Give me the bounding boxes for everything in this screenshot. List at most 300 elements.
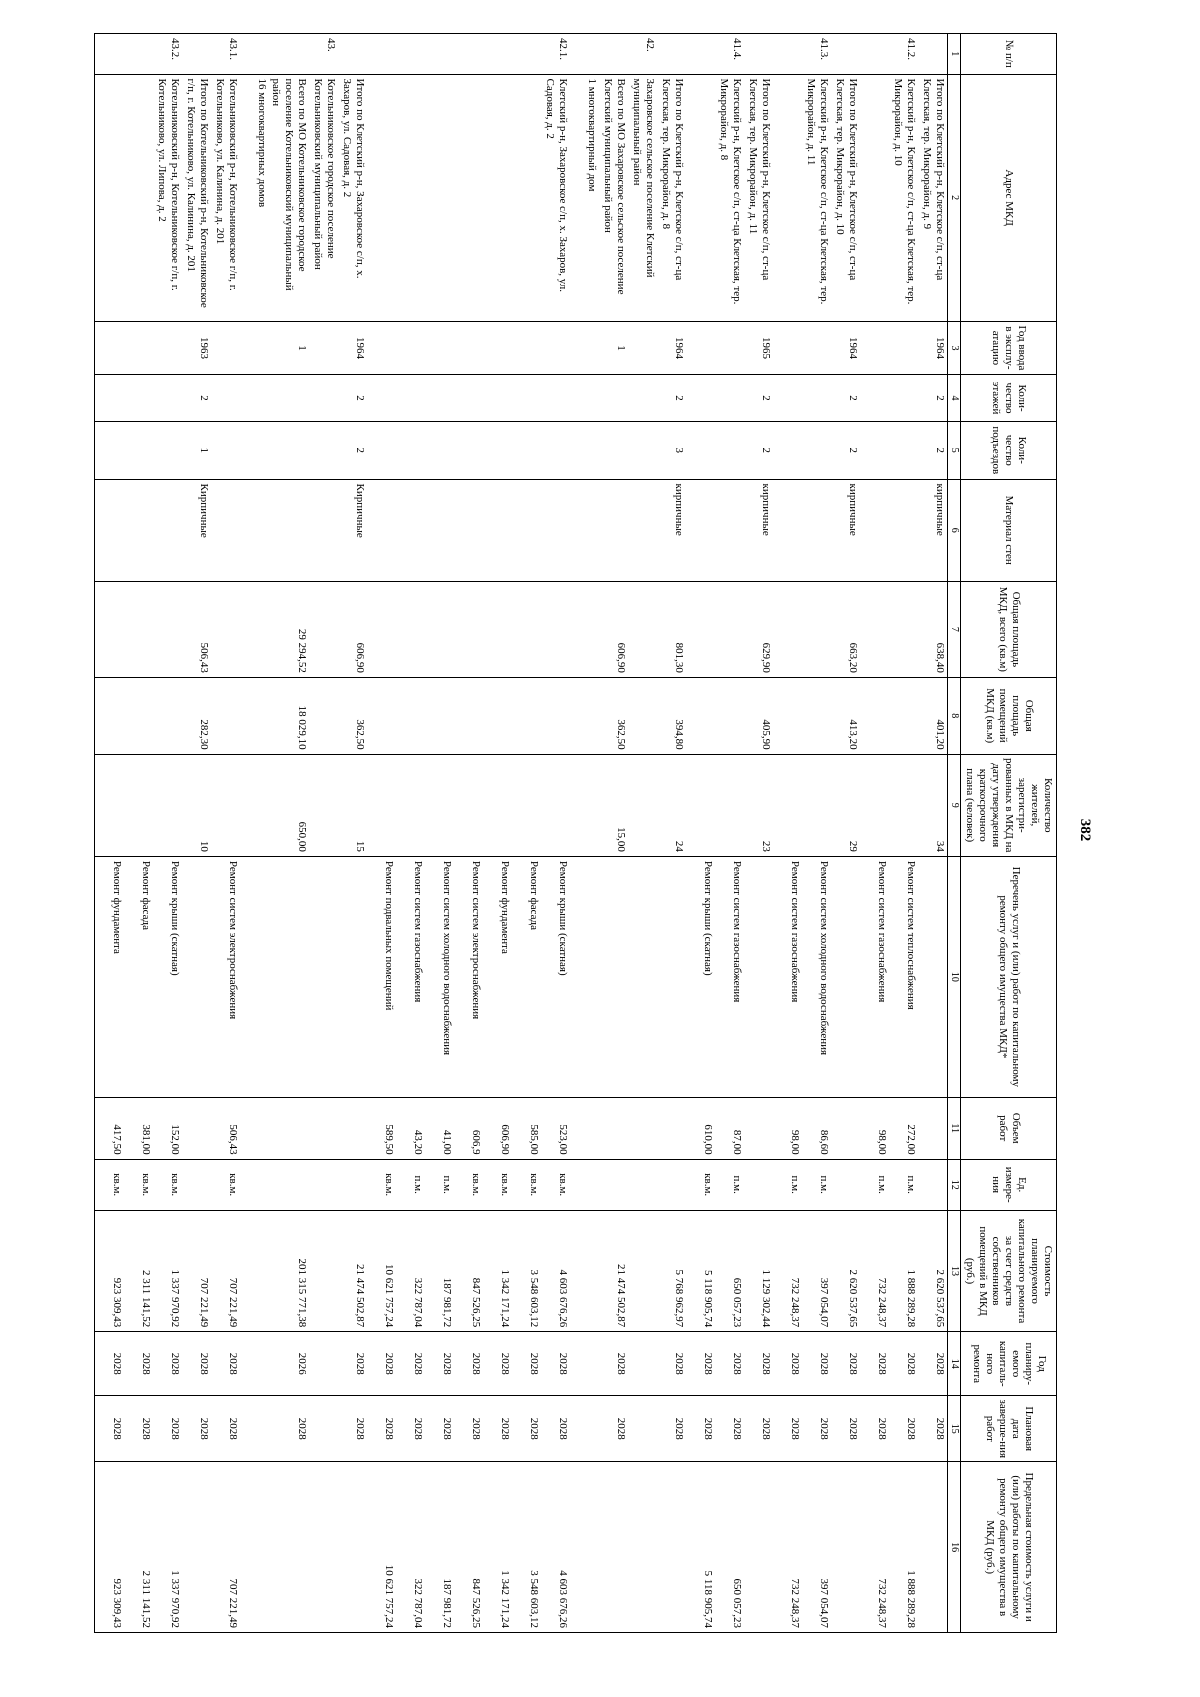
- table-cell: 201 315 771,38: [269, 1210, 310, 1332]
- table-cell: [309, 1210, 338, 1332]
- table-cell: 2: [918, 421, 948, 479]
- table-cell: 732 248,37: [773, 1210, 802, 1332]
- table-cell: 606,90: [483, 1097, 512, 1159]
- table-cell: 638,40: [918, 581, 948, 677]
- table-cell: [153, 321, 182, 374]
- table-cell: Ремонт систем газоснабжения: [715, 856, 744, 1097]
- table-cell: [240, 754, 269, 856]
- table-cell: [269, 34, 310, 75]
- table-cell: 1 337 970,92: [153, 1462, 182, 1633]
- table-cell: 2: [744, 421, 773, 479]
- table-cell: [628, 1159, 657, 1210]
- table-cell: 847 526,25: [454, 1462, 483, 1633]
- table-row: [94, 34, 124, 1633]
- table-cell: 381,00: [124, 1097, 153, 1159]
- table-cell: 3 548 603,12: [512, 1210, 541, 1332]
- table-cell: 2028: [802, 1332, 831, 1396]
- table-cell: [686, 581, 715, 677]
- column-number: 15: [948, 1396, 961, 1462]
- table-cell: 2028: [889, 1332, 918, 1396]
- table-cell: 2: [918, 375, 948, 422]
- table-cell: [570, 34, 599, 75]
- table-cell: 2028: [686, 1396, 715, 1462]
- table-cell: [454, 34, 483, 75]
- table-cell: [657, 1462, 686, 1633]
- table-cell: [860, 321, 889, 374]
- table-cell: 1964: [918, 321, 948, 374]
- table-cell: п.м.: [860, 1159, 889, 1210]
- column-header: Общая площадь МКД, всего (кв.м): [961, 581, 1057, 677]
- table-cell: [483, 421, 512, 479]
- table-cell: [425, 321, 454, 374]
- table-cell: 2028: [773, 1396, 802, 1462]
- table-cell: Ремонт фундамента: [483, 856, 512, 1097]
- table-cell: [570, 1332, 599, 1396]
- table-cell: [773, 375, 802, 422]
- table-cell: 41.2.: [889, 34, 918, 75]
- table-cell: [182, 856, 211, 1097]
- table-cell: 2 620 537,65: [918, 1210, 948, 1332]
- table-cell: [269, 856, 310, 1097]
- table-cell: 16 многоквартирных домов: [240, 74, 269, 321]
- table-cell: [338, 1159, 367, 1210]
- column-header: Год ввода в эксплу-атацию: [961, 321, 1057, 374]
- table-cell: [773, 321, 802, 374]
- table-cell: 4 603 676,26: [541, 1462, 570, 1633]
- table-cell: [570, 754, 599, 856]
- table-cell: 847 526,25: [454, 1210, 483, 1332]
- table-cell: 1 129 302,44: [744, 1210, 773, 1332]
- table-cell: [94, 321, 124, 374]
- column-header: Адрес МКД: [961, 74, 1057, 321]
- table-cell: [831, 34, 860, 75]
- table-row: [802, 34, 831, 1633]
- table-cell: 3: [657, 421, 686, 479]
- table-cell: 42.: [628, 34, 657, 75]
- table-row: [512, 34, 541, 1633]
- table-cell: [338, 856, 367, 1097]
- table-cell: 2028: [802, 1396, 831, 1462]
- table-cell: 2: [831, 375, 860, 422]
- table-cell: 1964: [831, 321, 860, 374]
- table-cell: [570, 1462, 599, 1633]
- table-cell: 1 многоквартирный дом: [570, 74, 599, 321]
- table-cell: [454, 375, 483, 422]
- table-cell: 606,90: [599, 581, 628, 677]
- table-cell: Итого по Клетский р-н, Клетское с/п, ст-ца Клетская, тер. Микрорайон, д. 8: [657, 74, 686, 321]
- column-header: Плановая дата заверше-ния работ: [961, 1396, 1057, 1462]
- table-cell: [541, 581, 570, 677]
- table-cell: [918, 1097, 948, 1159]
- table-cell: кирпичные: [657, 479, 686, 581]
- table-cell: [94, 375, 124, 422]
- table-cell: 1 342 171,24: [483, 1462, 512, 1633]
- table-cell: [367, 421, 396, 479]
- table-cell: [124, 754, 153, 856]
- table-cell: Итого по Котельниковский р-н, Котельниковское г/п, г. Котельниково, ул. Калинина, д. 201: [182, 74, 211, 321]
- column-header: Общая площадь помещений МКД (кв.м): [961, 677, 1057, 754]
- table-cell: [240, 34, 269, 75]
- rotated-sheet: [35, 5, 1165, 1655]
- table-cell: [744, 856, 773, 1097]
- table-cell: [628, 1462, 657, 1633]
- table-cell: 34: [918, 754, 948, 856]
- table-cell: 523,00: [541, 1097, 570, 1159]
- table-row: [628, 34, 657, 1633]
- table-cell: [182, 1462, 211, 1633]
- table-cell: [918, 1159, 948, 1210]
- table-cell: 2028: [918, 1396, 948, 1462]
- table-cell: [94, 677, 124, 754]
- table-cell: [396, 375, 425, 422]
- table-cell: [889, 321, 918, 374]
- table-cell: [802, 754, 831, 856]
- table-cell: [512, 677, 541, 754]
- table-cell: 362,50: [338, 677, 367, 754]
- table-cell: [599, 421, 628, 479]
- table-cell: кв.м.: [512, 1159, 541, 1210]
- table-cell: 2028: [657, 1396, 686, 1462]
- table-cell: Ремонт крыши (скатная): [541, 856, 570, 1097]
- table-cell: кв.м.: [211, 1159, 240, 1210]
- table-cell: [570, 1159, 599, 1210]
- table-cell: 2028: [831, 1332, 860, 1396]
- table-cell: [367, 34, 396, 75]
- table-cell: 5 118 905,74: [686, 1210, 715, 1332]
- table-cell: [309, 1332, 338, 1396]
- table-cell: 2028: [599, 1332, 628, 1396]
- table-cell: Ремонт систем газоснабжения: [396, 856, 425, 1097]
- table-cell: [512, 581, 541, 677]
- table-cell: [715, 479, 744, 581]
- table-cell: 24: [657, 754, 686, 856]
- column-number: 12: [948, 1159, 961, 1210]
- column-header: Количество жителей, зарегистри-рованных в МКД на дату утверждения краткосрочного плана (человек): [961, 754, 1057, 856]
- table-cell: 923 309,43: [94, 1462, 124, 1633]
- column-number: 6: [948, 479, 961, 581]
- table-cell: [124, 74, 153, 321]
- table-cell: [425, 421, 454, 479]
- table-cell: [599, 34, 628, 75]
- table-cell: кв.м.: [541, 1159, 570, 1210]
- table-cell: [715, 754, 744, 856]
- table-cell: 2028: [124, 1332, 153, 1396]
- table-row: [918, 34, 948, 1633]
- table-cell: [124, 34, 153, 75]
- table-row: [367, 34, 396, 1633]
- table-cell: [211, 581, 240, 677]
- column-number: 7: [948, 581, 961, 677]
- table-cell: 43.: [309, 34, 338, 75]
- table-cell: [124, 321, 153, 374]
- table-cell: [831, 1462, 860, 1633]
- table-cell: [744, 1462, 773, 1633]
- table-cell: [309, 321, 338, 374]
- column-header: Материал стен: [961, 479, 1057, 581]
- table-cell: 2028: [483, 1332, 512, 1396]
- table-row: [309, 34, 338, 1633]
- column-number: 4: [948, 375, 961, 422]
- table-cell: 29: [831, 754, 860, 856]
- table-cell: 606,9: [454, 1097, 483, 1159]
- table-cell: [425, 74, 454, 321]
- table-cell: [773, 677, 802, 754]
- table-cell: [309, 479, 338, 581]
- table-row: [483, 34, 512, 1633]
- table-cell: 21 474 502,87: [338, 1210, 367, 1332]
- table-cell: [773, 421, 802, 479]
- column-header: Ед. измере-ния: [961, 1159, 1057, 1210]
- table-cell: [831, 1097, 860, 1159]
- table-cell: 2 311 141,52: [124, 1210, 153, 1332]
- table-cell: 2028: [744, 1396, 773, 1462]
- column-header: Предельная стоимость услуги и (или) работы по капитальному ремонту общего имущества в МКД (руб.): [961, 1462, 1057, 1633]
- table-cell: [628, 479, 657, 581]
- table-cell: [367, 74, 396, 321]
- table-cell: 506,43: [182, 581, 211, 677]
- table-cell: [454, 581, 483, 677]
- table-cell: [889, 421, 918, 479]
- table-cell: [94, 754, 124, 856]
- table-cell: 707 221,49: [182, 1210, 211, 1332]
- table-cell: 707 221,49: [211, 1462, 240, 1633]
- table-cell: Клетский р-н, Клетское с/п, ст-ца Клетская, тер. Микрорайон, д. 11: [802, 74, 831, 321]
- table-cell: [570, 421, 599, 479]
- table-cell: Всего по МО Захаровское сельское поселение Клетский муниципальный район: [599, 74, 628, 321]
- table-cell: 650 057,23: [715, 1462, 744, 1633]
- table-cell: [454, 74, 483, 321]
- table-cell: 2 311 141,52: [124, 1462, 153, 1633]
- table-cell: [541, 754, 570, 856]
- table-cell: [309, 677, 338, 754]
- table-cell: [454, 479, 483, 581]
- table-cell: [802, 677, 831, 754]
- table-cell: [541, 321, 570, 374]
- table-cell: 362,50: [599, 677, 628, 754]
- table-cell: 42.1.: [541, 34, 570, 75]
- table-cell: [269, 1097, 310, 1159]
- table-cell: [570, 1097, 599, 1159]
- table-cell: 2: [338, 421, 367, 479]
- table-cell: [153, 754, 182, 856]
- table-cell: Ремонт фасада: [512, 856, 541, 1097]
- table-cell: 2028: [512, 1332, 541, 1396]
- table-cell: [512, 375, 541, 422]
- table-cell: Захаровское сельское поселение Клетский муниципальный район: [628, 74, 657, 321]
- table-cell: 187 981,72: [425, 1210, 454, 1332]
- table-cell: 2028: [715, 1332, 744, 1396]
- table-cell: [599, 1462, 628, 1633]
- table-cell: [541, 677, 570, 754]
- table-cell: 663,20: [831, 581, 860, 677]
- table-cell: 1 888 289,28: [889, 1210, 918, 1332]
- table-cell: [240, 1159, 269, 1210]
- table-cell: [396, 754, 425, 856]
- column-number: 3: [948, 321, 961, 374]
- table-cell: Кирпичные: [182, 479, 211, 581]
- table-cell: [425, 34, 454, 75]
- table-cell: 322 787,04: [396, 1210, 425, 1332]
- table-cell: 1964: [338, 321, 367, 374]
- table-cell: 2026: [269, 1332, 310, 1396]
- table-cell: [918, 34, 948, 75]
- table-cell: 2028: [182, 1332, 211, 1396]
- table-cell: Всего по МО Котельниковское городское поселение Котельниковский муниципальный район: [269, 74, 310, 321]
- table-row: [599, 34, 628, 1633]
- table-cell: 2028: [657, 1332, 686, 1396]
- table-cell: 2028: [153, 1332, 182, 1396]
- table-cell: Ремонт крыши (скатная): [153, 856, 182, 1097]
- table-cell: [269, 1462, 310, 1633]
- table-cell: [831, 856, 860, 1097]
- table-cell: [512, 479, 541, 581]
- table-cell: [367, 375, 396, 422]
- table-cell: [94, 421, 124, 479]
- table-cell: [153, 375, 182, 422]
- table-cell: кирпичные: [831, 479, 860, 581]
- table-cell: 2028: [182, 1396, 211, 1462]
- table-row: [744, 34, 773, 1633]
- table-row: [686, 34, 715, 1633]
- table-cell: 2028: [425, 1332, 454, 1396]
- table-cell: 801,30: [657, 581, 686, 677]
- table-cell: п.м.: [396, 1159, 425, 1210]
- table-cell: [211, 421, 240, 479]
- table-row: [454, 34, 483, 1633]
- table-cell: [570, 479, 599, 581]
- table-cell: [860, 421, 889, 479]
- table-cell: 2: [744, 375, 773, 422]
- table-cell: 15,00: [599, 754, 628, 856]
- table-cell: [396, 34, 425, 75]
- column-number-row: [948, 34, 961, 1633]
- table-cell: 2028: [860, 1332, 889, 1396]
- table-cell: [240, 375, 269, 422]
- table-cell: 5 768 962,97: [657, 1210, 686, 1332]
- table-cell: 2028: [425, 1396, 454, 1462]
- table-cell: [918, 856, 948, 1097]
- table-cell: [396, 677, 425, 754]
- table-cell: кв.м.: [124, 1159, 153, 1210]
- table-cell: [686, 375, 715, 422]
- table-cell: 41.3.: [802, 34, 831, 75]
- table-cell: [454, 421, 483, 479]
- table-cell: 2028: [860, 1396, 889, 1462]
- table-cell: [918, 1462, 948, 1633]
- table-cell: [240, 1097, 269, 1159]
- table-cell: 2: [831, 421, 860, 479]
- table-cell: [309, 1097, 338, 1159]
- table-cell: Ремонт систем газоснабжения: [773, 856, 802, 1097]
- table-cell: [483, 754, 512, 856]
- table-cell: [541, 375, 570, 422]
- table-cell: [715, 581, 744, 677]
- table-cell: 2028: [454, 1332, 483, 1396]
- table-cell: [860, 754, 889, 856]
- table-cell: 2028: [599, 1396, 628, 1462]
- table-cell: [483, 677, 512, 754]
- table-cell: [570, 1210, 599, 1332]
- table-cell: [744, 1159, 773, 1210]
- table-cell: 98,00: [773, 1097, 802, 1159]
- table-cell: [802, 479, 831, 581]
- table-cell: 322 787,04: [396, 1462, 425, 1633]
- table-cell: Ремонт систем электроснабжения: [211, 856, 240, 1097]
- table-cell: [860, 34, 889, 75]
- table-cell: 2028: [211, 1396, 240, 1462]
- table-cell: 413,20: [831, 677, 860, 754]
- table-cell: [570, 1396, 599, 1462]
- table-cell: 1 888 289,28: [889, 1462, 918, 1633]
- table-cell: 2028: [269, 1396, 310, 1462]
- column-number: 5: [948, 421, 961, 479]
- table-cell: [211, 321, 240, 374]
- table-cell: [628, 1097, 657, 1159]
- table-cell: кв.м.: [367, 1159, 396, 1210]
- table-cell: [628, 375, 657, 422]
- table-cell: [240, 421, 269, 479]
- table-cell: [860, 375, 889, 422]
- table-cell: 2028: [396, 1332, 425, 1396]
- table-cell: 2028: [454, 1396, 483, 1462]
- table-cell: [309, 1462, 338, 1633]
- table-header-row: [961, 34, 1057, 1633]
- table-cell: [396, 321, 425, 374]
- table-cell: [309, 1159, 338, 1210]
- table-cell: [425, 581, 454, 677]
- table-cell: [889, 479, 918, 581]
- table-cell: [628, 1210, 657, 1332]
- table-cell: 3 548 603,12: [512, 1462, 541, 1633]
- table-row: [773, 34, 802, 1633]
- table-cell: [309, 581, 338, 677]
- table-cell: 43.2.: [153, 34, 182, 75]
- table-cell: 2028: [396, 1396, 425, 1462]
- table-cell: [715, 375, 744, 422]
- table-cell: 2028: [918, 1332, 948, 1396]
- table-cell: 15: [338, 754, 367, 856]
- table-cell: [124, 421, 153, 479]
- table-cell: [483, 581, 512, 677]
- table-row: [889, 34, 918, 1633]
- table-row: [860, 34, 889, 1633]
- table-cell: Клетский р-н, Клетское с/п, ст-ца Клетская, тер. Микрорайон, д. 10: [889, 74, 918, 321]
- table-cell: [269, 479, 310, 581]
- page-number: 382: [1077, 818, 1093, 842]
- table-cell: [541, 421, 570, 479]
- table-row: [570, 34, 599, 1633]
- table-cell: 87,00: [715, 1097, 744, 1159]
- table-cell: 2028: [744, 1332, 773, 1396]
- table-cell: 10 621 757,24: [367, 1210, 396, 1332]
- table-cell: 29 294,52: [269, 581, 310, 677]
- table-cell: [94, 479, 124, 581]
- table-cell: [512, 34, 541, 75]
- table-row: [657, 34, 686, 1633]
- table-cell: [124, 581, 153, 677]
- table-cell: 2: [657, 375, 686, 422]
- table-cell: 2028: [367, 1332, 396, 1396]
- table-cell: 2 620 537,65: [831, 1210, 860, 1332]
- column-number: 13: [948, 1210, 961, 1332]
- table-cell: Ремонт крыши (скатная): [686, 856, 715, 1097]
- table-cell: [94, 581, 124, 677]
- table-cell: [153, 677, 182, 754]
- table-cell: [211, 677, 240, 754]
- table-cell: 610,00: [686, 1097, 715, 1159]
- table-cell: 2028: [715, 1396, 744, 1462]
- table-cell: 2028: [94, 1332, 124, 1396]
